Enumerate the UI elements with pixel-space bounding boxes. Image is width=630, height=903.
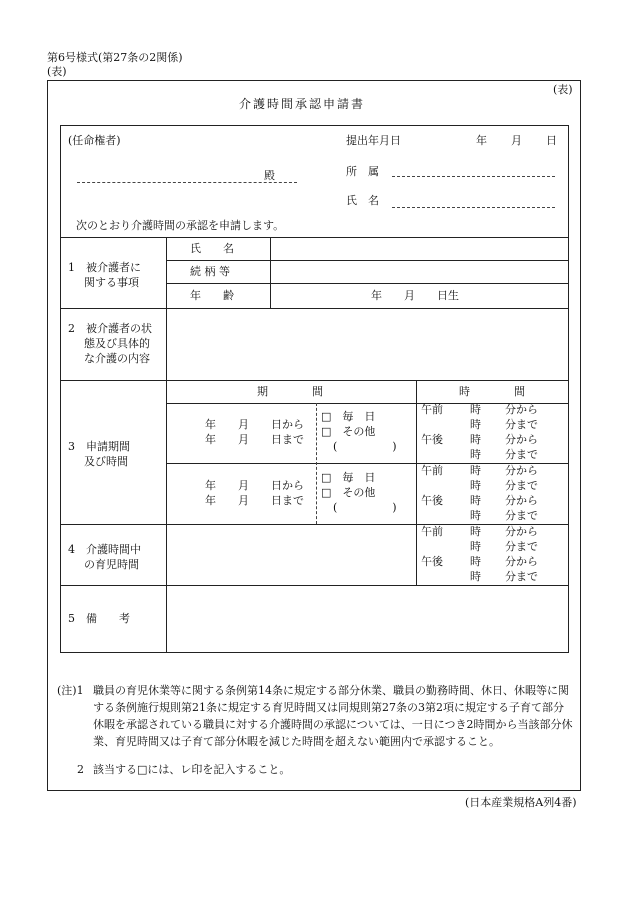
request-sentence: 次のとおり介護時間の承認を申請します。 (76, 219, 285, 232)
affiliation-label: 所 属 (346, 165, 379, 178)
date-label: 提出年月日 (346, 134, 401, 147)
time1-min-from-1: 分から (505, 403, 538, 416)
period1-daily[interactable]: □ 毎 日 (321, 410, 376, 423)
period1-other[interactable]: □ その他 (321, 425, 376, 438)
section1-label-1: 1 被介護者に (68, 261, 141, 274)
appointer-label: (任命権者) (68, 134, 121, 147)
paper-spec: (日本産業規格A列4番) (465, 796, 577, 809)
time1-hour-3: 時 (470, 433, 481, 446)
time3-am: 午前 (421, 525, 443, 538)
time3-min-from-2: 分から (505, 555, 538, 568)
age-label: 年 齢 (190, 289, 234, 302)
time2-min-to-2: 分まで (505, 509, 538, 522)
period2-from: 年 月 日から (205, 479, 304, 492)
time2-min-to-1: 分まで (505, 479, 538, 492)
time1-min-from-2: 分から (505, 433, 538, 446)
time3-min-to-1: 分まで (505, 540, 538, 553)
section4-label-1: 4 介護時間中 (68, 543, 141, 556)
time1-hour-4: 時 (470, 448, 481, 461)
date-day: 日 (546, 134, 557, 147)
time1-am: 午前 (421, 403, 443, 416)
period2-to: 年 月 日まで (205, 494, 304, 507)
time3-hour-4: 時 (470, 570, 481, 583)
time2-min-from-1: 分から (505, 464, 538, 477)
period-header: 期 間 (257, 385, 323, 398)
section2-label-1: 2 被介護者の状 (68, 322, 152, 335)
cared-name-label: 氏 名 (190, 242, 234, 255)
time3-pm: 午後 (421, 555, 443, 568)
birthdate-label: 年 月 日生 (371, 289, 459, 302)
note-1: 職員の育児休業等に関する条例第14条に規定する部分休業、職員の勤務時間、休日、休暇等に関する条例施行規則第21条に規定する育児時間又は同規則第27条の3第2項に規定する子育て部分休暇を承認されている職員に対する介護時間の承認については、一日につき2時間から当該部分休業、育児時間又は子育て部分休暇を減じた時間を超えない範囲内で承認すること。 (93, 684, 573, 748)
note-2: 該当する□には、レ印を記入すること。 (93, 763, 291, 776)
time2-hour-4: 時 (470, 509, 481, 522)
period1-to: 年 月 日まで (205, 433, 304, 446)
affiliation-line[interactable] (392, 176, 555, 177)
time1-hour-2: 時 (470, 418, 481, 431)
section2-label-2: 態及び具体的 (84, 337, 150, 350)
time3-min-to-2: 分まで (505, 570, 538, 583)
form-title: 介護時間承認申請書 (239, 97, 366, 111)
name-label: 氏 名 (346, 194, 379, 207)
time1-pm: 午後 (421, 433, 443, 446)
side-mark: (表) (553, 83, 573, 96)
date-month: 月 (511, 134, 522, 147)
time3-hour-3: 時 (470, 555, 481, 568)
period2-other[interactable]: □ その他 (321, 486, 376, 499)
time2-am: 午前 (421, 464, 443, 477)
name-line[interactable] (392, 207, 555, 208)
time1-min-to-1: 分まで (505, 418, 538, 431)
time3-hour-2: 時 (470, 540, 481, 553)
time2-hour-1: 時 (470, 464, 481, 477)
relation-label: 続 柄 等 (190, 265, 230, 278)
date-year: 年 (476, 134, 487, 147)
side-label: (表) (47, 65, 67, 78)
time2-hour-2: 時 (470, 479, 481, 492)
period1-from: 年 月 日から (205, 418, 304, 431)
form-number: 第6号様式(第27条の2関係) (47, 51, 183, 64)
appointer-line[interactable] (77, 182, 297, 183)
note-2-number: 2 (77, 763, 84, 776)
dono-label: 殿 (264, 169, 275, 182)
time1-hour-1: 時 (470, 403, 481, 416)
time2-hour-3: 時 (470, 494, 481, 507)
section2-label-3: な介護の内容 (84, 352, 150, 365)
time2-pm: 午後 (421, 494, 443, 507)
section1-label-2: 関する事項 (84, 276, 139, 289)
time3-hour-1: 時 (470, 525, 481, 538)
time2-min-from-2: 分から (505, 494, 538, 507)
period2-daily[interactable]: □ 毎 日 (321, 471, 376, 484)
note-prefix: (注)1 (57, 684, 84, 697)
section3-label-2: 及び時間 (84, 455, 128, 468)
period1-paren: ( ) (333, 440, 397, 453)
section4-label-2: の育児時間 (84, 558, 139, 571)
time3-min-from-1: 分から (505, 525, 538, 538)
section5-label: 5 備 考 (68, 612, 130, 625)
period2-paren: ( ) (333, 501, 397, 514)
time1-min-to-2: 分まで (505, 448, 538, 461)
section3-label-1: 3 申請期間 (68, 440, 130, 453)
time-header: 時 間 (459, 385, 525, 398)
